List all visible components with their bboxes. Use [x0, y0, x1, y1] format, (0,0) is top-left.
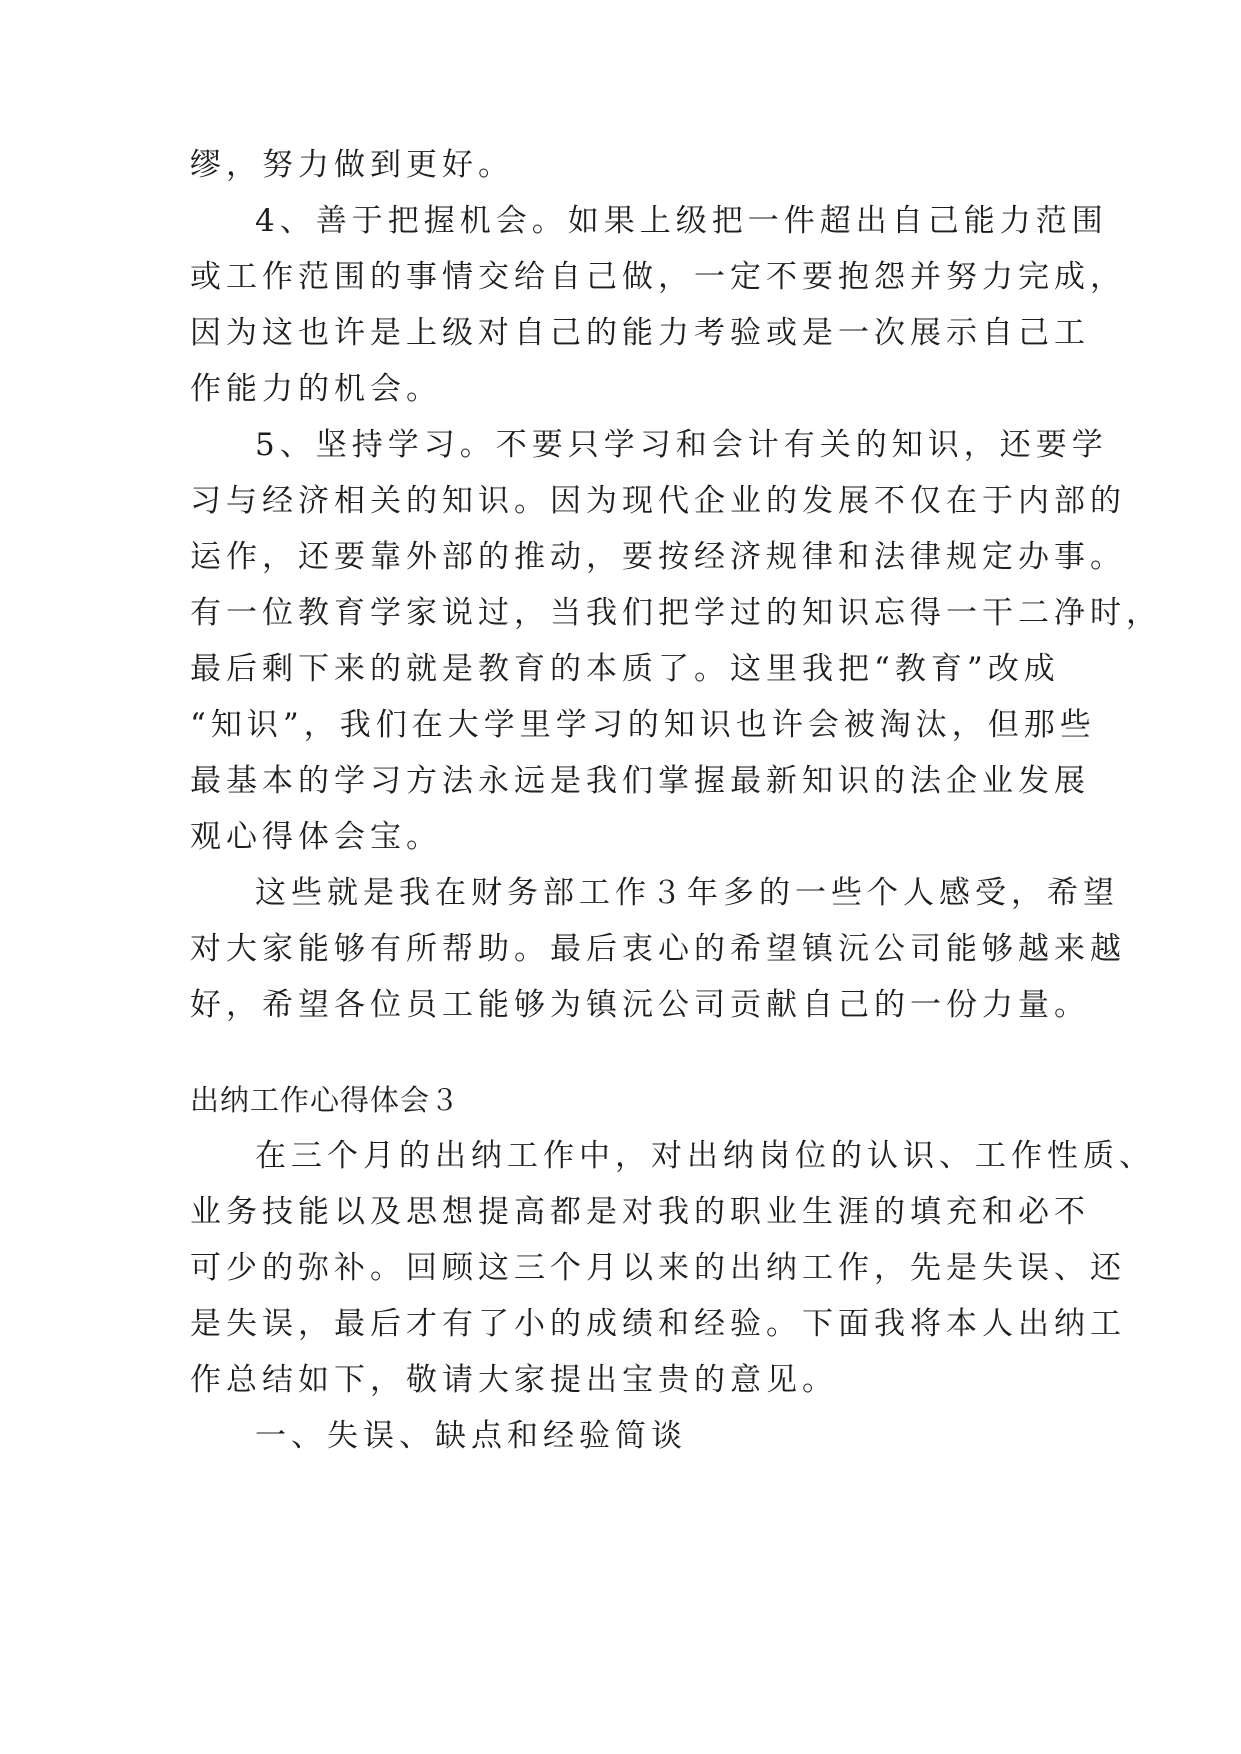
- text-line: 在三个月的出纳工作中，对出纳岗位的认识、工作性质、: [255, 1138, 1155, 1174]
- text-line: 作能力的机会。: [190, 371, 442, 407]
- text-line: 对大家能够有所帮助。最后衷心的希望镇沅公司能够越来越: [190, 931, 1126, 967]
- text-line: 或工作范围的事情交给自己做，一定不要抱怨并努力完成，: [190, 259, 1126, 295]
- subheading-line: 一、失误、缺点和经验简谈: [255, 1418, 687, 1454]
- section-heading: 出纳工作心得体会３: [190, 1083, 461, 1117]
- text-line: 观心得体会宝。: [190, 819, 442, 855]
- text-line: 因为这也许是上级对自己的能力考验或是一次展示自己工: [190, 315, 1090, 351]
- text-line: 是失误，最后才有了小的成绩和经验。下面我将本人出纳工: [190, 1306, 1126, 1342]
- text-line: 4、善于把握机会。如果上级把一件超出自己能力范围: [255, 203, 1108, 239]
- text-line: 可少的弥补。回顾这三个月以来的出纳工作，先是失误、还: [190, 1250, 1126, 1286]
- text-line: 这些就是我在财务部工作３年多的一些个人感受，希望: [255, 875, 1119, 911]
- text-line: 作总结如下，敬请大家提出宝贵的意见。: [190, 1362, 838, 1398]
- text-line: 有一位教育学家说过，当我们把学过的知识忘得一干二净时，: [190, 595, 1162, 631]
- text-line: “知识”，我们在大学里学习的知识也许会被淘汰，但那些: [190, 707, 1096, 743]
- text-line: 运作，还要靠外部的推动，要按经济规律和法律规定办事。: [190, 539, 1126, 575]
- text-line: 业务技能以及思想提高都是对我的职业生涯的填充和必不: [190, 1194, 1090, 1230]
- text-line: 最后剩下来的就是教育的本质了。这里我把“教育”改成: [190, 651, 1060, 687]
- text-line: 最基本的学习方法永远是我们掌握最新知识的法企业发展: [190, 763, 1090, 799]
- text-line: 习与经济相关的知识。因为现代企业的发展不仅在于内部的: [190, 483, 1126, 519]
- text-line: 缪，努力做到更好。: [190, 147, 514, 183]
- text-line: 5、坚持学习。不要只学习和会计有关的知识，还要学: [255, 427, 1108, 463]
- text-line: 好，希望各位员工能够为镇沅公司贡献自己的一份力量。: [190, 987, 1090, 1023]
